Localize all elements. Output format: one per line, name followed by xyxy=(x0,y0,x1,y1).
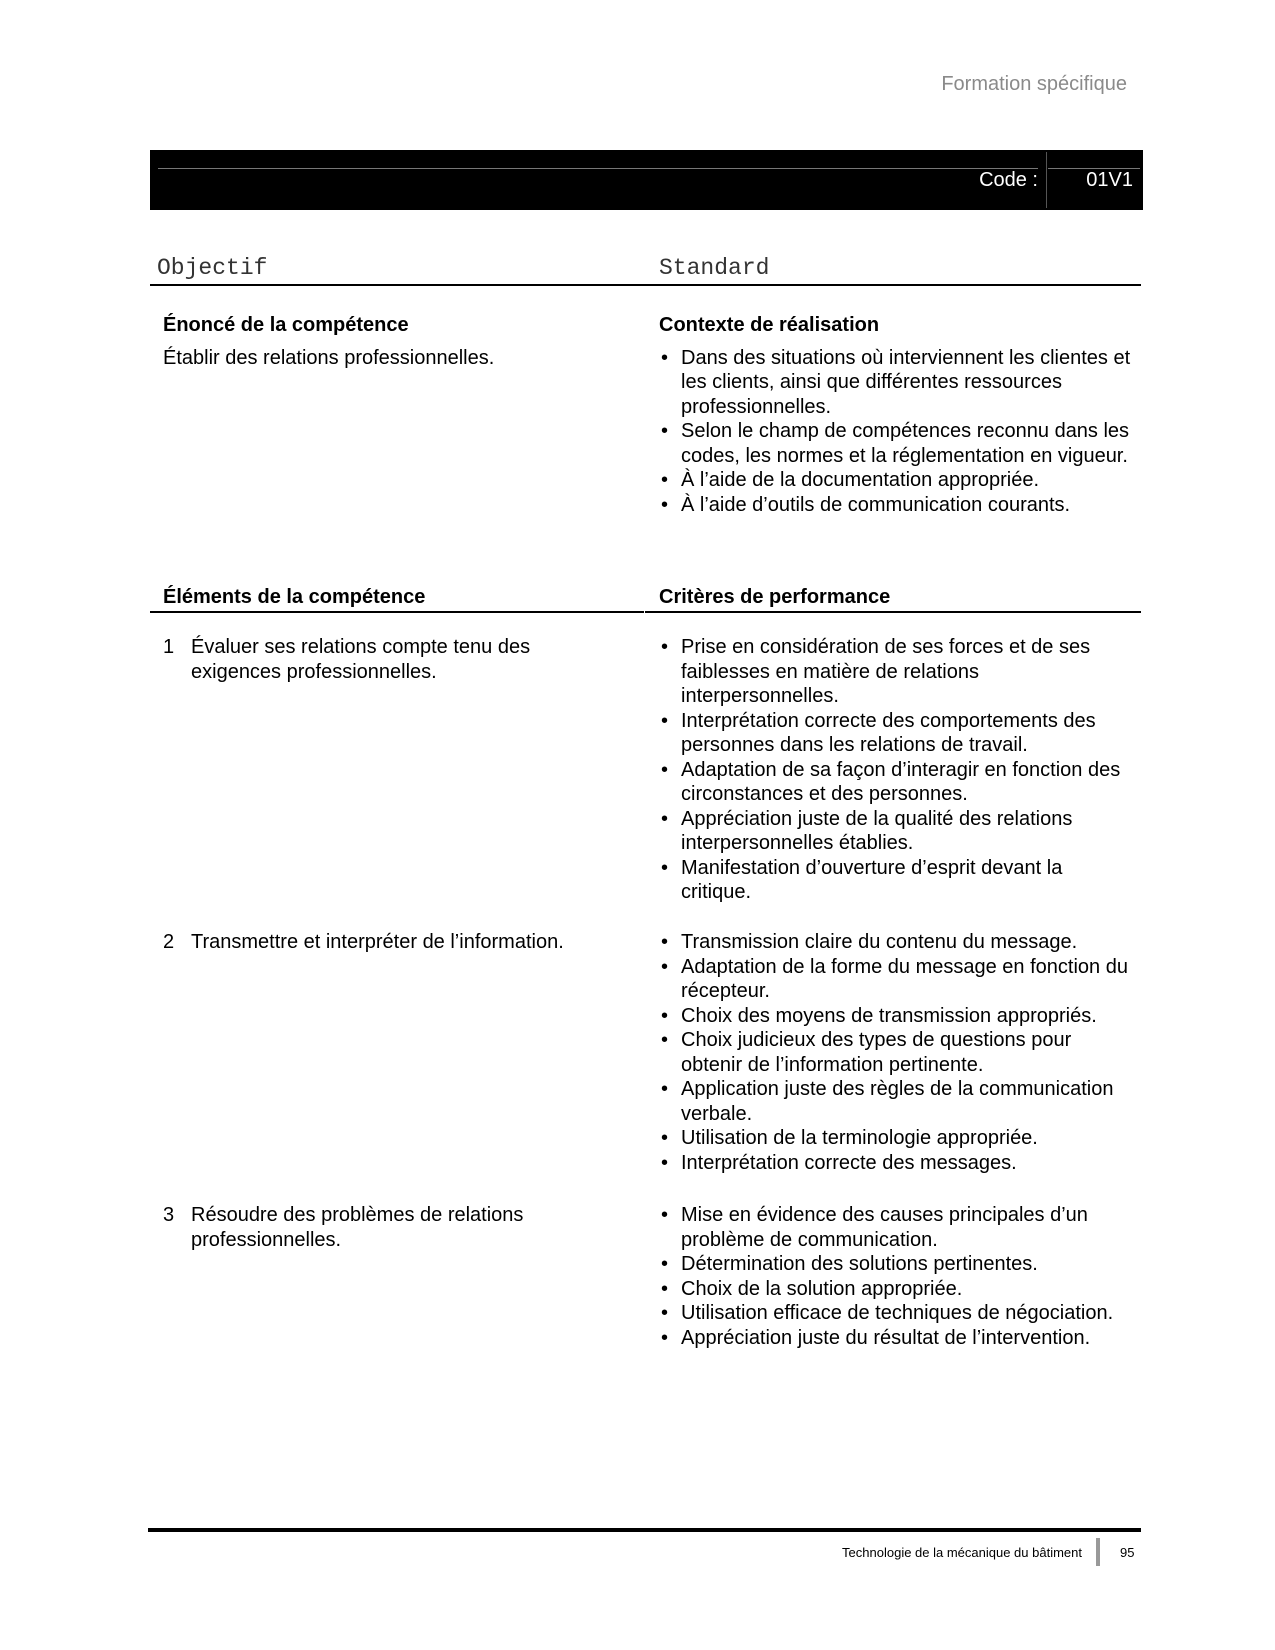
element-3 xyxy=(163,1203,603,1252)
criterion: • Choix judicieux des types de questions pour obtenir de l’information pertinente. xyxy=(659,1028,1129,1077)
criterion: • Choix des moyens de transmission appropriés. xyxy=(659,1004,1129,1029)
criteria-list-3 xyxy=(659,1203,1129,1350)
running-header: Formation spécifique xyxy=(941,73,1127,95)
footer-rule xyxy=(148,1528,1141,1532)
criterion: • Prise en considération de ses forces et de ses faiblesses en matière de relations interpersonnelles. xyxy=(659,635,1129,709)
code-bar xyxy=(150,150,1143,210)
criterion: • Manifestation d’ouverture d’esprit devant la critique. xyxy=(659,856,1129,905)
criteres-title: Critères de performance xyxy=(659,586,891,608)
criterion: • Adaptation de sa façon d’interagir en fonction des circonstances et des personnes. xyxy=(659,758,1129,807)
criteria-list-1 xyxy=(659,635,1129,905)
element-1 xyxy=(163,635,603,684)
criterion: • Adaptation de la forme du message en fonction du récepteur. xyxy=(659,955,1129,1004)
divider xyxy=(1046,152,1047,208)
criterion: • Application juste des règles de la communication verbale. xyxy=(659,1077,1129,1126)
column-heading-objectif: Objectif xyxy=(157,255,268,281)
enonce-text: Établir des relations professionnelles. xyxy=(163,346,495,369)
criterion: • Mise en évidence des causes principales d’un problème de communication. xyxy=(659,1203,1129,1252)
element-text: Résoudre des problèmes de relations professionnelles. xyxy=(191,1204,524,1251)
criterion: • Interprétation correcte des comportements des personnes dans les relations de travail. xyxy=(659,709,1129,758)
elements-rule xyxy=(150,611,644,613)
criterion: • Transmission claire du contenu du message. xyxy=(659,930,1129,955)
contexte-item: • Dans des situations où interviennent les clientes et les clients, ainsi que différentes ressources professionnelles. xyxy=(659,346,1139,420)
heading-rule xyxy=(150,284,1141,286)
element-number: 3 xyxy=(163,1204,175,1226)
contexte-title: Contexte de réalisation xyxy=(659,314,880,336)
element-number: 2 xyxy=(163,931,175,953)
element-text: Transmettre et interpréter de l’information. xyxy=(191,931,564,953)
element-2 xyxy=(163,930,603,955)
contexte-item: • À l’aide de la documentation appropriée. xyxy=(659,468,1139,493)
criterion: • Détermination des solutions pertinentes. xyxy=(659,1252,1129,1277)
criterion: • Appréciation juste de la qualité des relations interpersonnelles établies. xyxy=(659,807,1129,856)
footer-separator xyxy=(1096,1538,1100,1566)
criterion: • Appréciation juste du résultat de l’intervention. xyxy=(659,1326,1129,1351)
elements-title: Éléments de la compétence xyxy=(163,586,426,608)
code-value: 01V1 xyxy=(1086,169,1133,191)
code-label: Code : xyxy=(979,169,1038,191)
criteres-rule xyxy=(645,611,1141,613)
element-text: Évaluer ses relations compte tenu des exigences professionnelles. xyxy=(191,636,531,683)
element-number: 1 xyxy=(163,636,175,658)
enonce-title: Énoncé de la compétence xyxy=(163,314,409,336)
criterion: • Choix de la solution appropriée. xyxy=(659,1277,1129,1302)
criterion: • Utilisation efficace de techniques de négociation. xyxy=(659,1301,1129,1326)
contexte-item: • À l’aide d’outils de communication courants. xyxy=(659,493,1139,518)
contexte-item: • Selon le champ de compétences reconnu dans les codes, les normes et la réglementation en vigueur. xyxy=(659,419,1139,468)
divider xyxy=(158,168,1038,169)
criteria-list-2 xyxy=(659,930,1129,1175)
page-number: 95 xyxy=(1120,1545,1135,1560)
contexte-section xyxy=(659,313,1139,517)
column-heading-standard: Standard xyxy=(659,255,770,281)
enonce-section xyxy=(163,313,613,370)
criterion: • Utilisation de la terminologie appropriée. xyxy=(659,1126,1129,1151)
footer-title: Technologie de la mécanique du bâtiment xyxy=(842,1545,1082,1560)
criterion: • Interprétation correcte des messages. xyxy=(659,1151,1129,1176)
